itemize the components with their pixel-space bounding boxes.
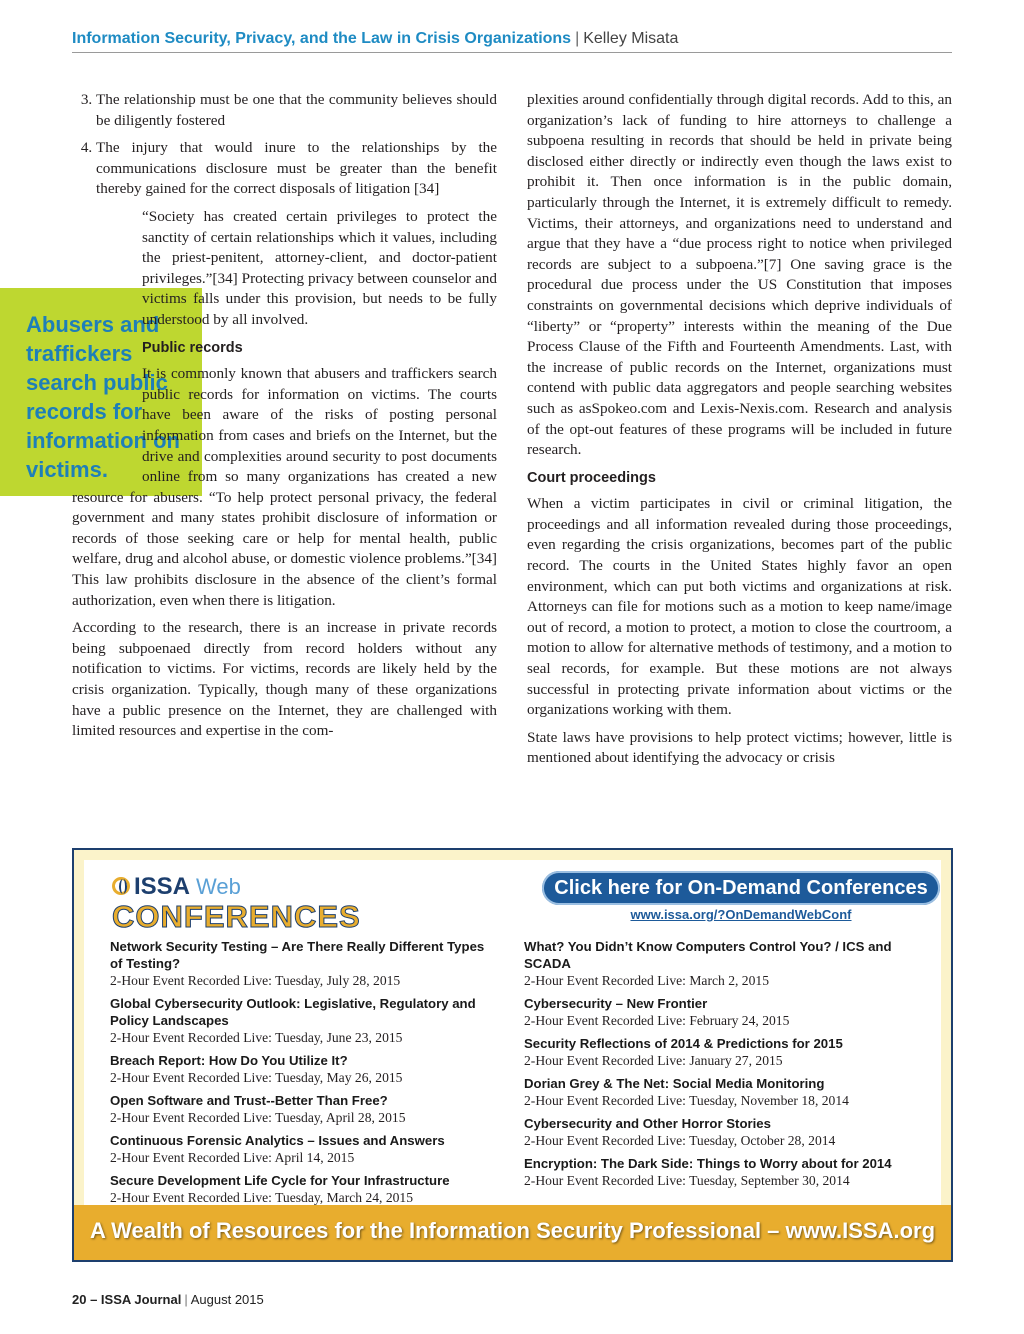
footer-date: August 2015 — [190, 1292, 264, 1307]
paragraph: plexities around confidentially through digital records. Add to this, an organization’s lack of funding to hire attorneys to challenge a subpoena resulting in records that should be held in private being disclosed either directly or indirectly even though the laws exist to prohibit it. Then once information is in the public domain, particularly through the Internet, it is extremely difficult to remedy. Victims, their attorneys, and organizations need to understand and argue that they have a “due process right to notice when privileged records are subject to a subpoena.”[7] One saving grace is the procedural due process under the US Constitution that imposes constraints on governmental decisions which deprive individuals of “liberty” or “property” interests within the meaning of the Due Process Clause of the Fifth and Fourteenth Amendments. Last, with the increase of public records on the Internet, organizations must contend with public data aggregators and people searching websites such as asSpokeo.com and Lexis-Nexis.com. Research and analysis of the opt-out features of these programs will be included in future research. — [527, 91, 952, 459]
globe-icon — [112, 877, 130, 895]
event-title: Continuous Forensic Analytics – Issues and Answers — [110, 1133, 445, 1148]
list-item: 4. The injury that would inure to the relationships by the communications disclosure must be greater than the benefit thereby gained for the correct disposals of litigation [34] — [96, 138, 497, 200]
events-right-column — [524, 938, 914, 1195]
ad-footer-text: A Wealth of Resources for the Information Security Professional – www.ISSA.org — [89, 1218, 936, 1243]
event-title: Secure Development Life Cycle for Your Infrastructure — [110, 1173, 450, 1188]
event-title: Open Software and Trust--Better Than Free? — [110, 1093, 388, 1108]
ad-footer-banner[interactable] — [74, 1205, 951, 1260]
page-footer — [72, 1292, 264, 1307]
event-date: 2-Hour Event Recorded Live: February 24, 2015 — [524, 1013, 790, 1028]
event-title: Network Security Testing – Are There Really Different Types of Testing? — [110, 939, 485, 971]
right-column — [527, 90, 952, 776]
event-date: 2-Hour Event Recorded Live: Tuesday, September 30, 2014 — [524, 1173, 850, 1188]
left-column — [72, 90, 497, 749]
event-item[interactable] — [110, 938, 500, 990]
footer-page-number: 20 – ISSA Journal — [72, 1292, 182, 1307]
event-date: 2-Hour Event Recorded Live: April 14, 2015 — [110, 1150, 355, 1165]
event-item[interactable] — [524, 1035, 914, 1070]
event-item[interactable] — [524, 1115, 914, 1150]
criteria-list — [72, 90, 497, 200]
paragraph: It is commonly known that abusers and traffickers search public records for information on victims. The courts have been aware of the risks of posting personal information from cases and briefs on the Internet, but the drive and complexities around security to post documents online from so many organizations has created a new resource for abusers. “To help protect personal privacy, the federal government and many states prohibit disclosure of information or records of those seeking care or help for mental health, public welfare, drug and alcohol abuse, or domestic violence problems.”[34] This law prohibits disclosure in the absence of the client’s formal authorization, even when there is litigation. — [72, 365, 497, 609]
logo-conferences: CONFERENCES — [112, 899, 361, 934]
event-date: 2-Hour Event Recorded Live: Tuesday, March 24, 2015 — [110, 1190, 414, 1205]
section-heading-court-proceedings: Court proceedings — [527, 469, 656, 486]
paragraph: According to the research, there is an increase in private records being subpoenaed directly from record holders without any notification to victims. For victims, records are likely held by the crisis organization. Typically, though many of these organizations have a public presence on the Internet, they are challenged with limited resources and expertise in the com- — [72, 619, 497, 740]
event-item[interactable] — [524, 995, 914, 1030]
event-date: 2-Hour Event Recorded Live: Tuesday, April 28, 2015 — [110, 1110, 406, 1125]
issa-logo — [112, 874, 361, 934]
on-demand-conferences-link[interactable]: www.issa.org/?OnDemandWebConf — [630, 907, 852, 922]
paragraph: State laws have provisions to help protect victims; however, little is mentioned about identifying the advocacy or crisis — [527, 728, 952, 767]
event-title: Cybersecurity – New Frontier — [524, 996, 708, 1011]
ad-content — [84, 860, 941, 1205]
event-item[interactable] — [110, 1052, 500, 1087]
footer-separator: | — [184, 1292, 188, 1307]
event-date: 2-Hour Event Recorded Live: January 27, 2015 — [524, 1053, 783, 1068]
list-item: 3. The relationship must be one that the community believes should be diligently fostered — [96, 90, 497, 131]
event-item[interactable] — [110, 1172, 500, 1207]
event-date: 2-Hour Event Recorded Live: Tuesday, July 28, 2015 — [110, 973, 401, 988]
event-item[interactable] — [110, 995, 500, 1047]
event-date: 2-Hour Event Recorded Live: Tuesday, May 26, 2015 — [110, 1070, 403, 1085]
event-title: What? You Didn’t Know Computers Control You? / ICS and SCADA — [524, 939, 892, 971]
event-title: Breach Report: How Do You Utilize It? — [110, 1053, 348, 1068]
logo-issa: ISSA — [134, 873, 191, 900]
event-title: Encryption: The Dark Side: Things to Worry about for 2014 — [524, 1156, 892, 1171]
event-title: Security Reflections of 2014 & Predictions for 2015 — [524, 1036, 843, 1051]
event-item[interactable] — [524, 1155, 914, 1190]
paragraph — [72, 207, 497, 331]
event-title: Cybersecurity and Other Horror Stories — [524, 1116, 771, 1131]
event-date: 2-Hour Event Recorded Live: Tuesday, June 23, 2015 — [110, 1030, 403, 1045]
on-demand-conferences-button[interactable]: Click here for On-Demand Conferences — [542, 871, 940, 905]
event-item[interactable] — [110, 1092, 500, 1127]
header-separator: | — [575, 30, 580, 47]
logo-web: Web — [196, 874, 241, 899]
event-date: 2-Hour Event Recorded Live: Tuesday, October 28, 2014 — [524, 1133, 836, 1148]
events-left-column — [110, 938, 500, 1212]
running-header — [72, 28, 952, 53]
section-heading-public-records: Public records — [142, 339, 243, 356]
paragraph-text: “Society has created certain privileges to protect the sanctity of certain relationships which it values, including the priest-penitent, attorney-client, and doctor-patient privileges.”[34] Protecting privacy between counselor and victims falls under this provision, but needs to be fully understood by all involved. — [142, 207, 497, 328]
event-item[interactable] — [524, 1075, 914, 1110]
header-author: Kelley Misata — [583, 30, 679, 47]
event-title: Dorian Grey & The Net: Social Media Monitoring — [524, 1076, 825, 1091]
event-title: Global Cybersecurity Outlook: Legislative, Regulatory and Policy Landscapes — [110, 996, 476, 1028]
event-item[interactable] — [524, 938, 914, 990]
event-item[interactable] — [110, 1132, 500, 1167]
issa-web-conferences-ad[interactable] — [72, 848, 953, 1262]
paragraph: When a victim participates in civil or criminal litigation, the proceedings and all information revealed during those proceedings, even regarding the crisis organizations, becomes part of the public record. The courts in the United States highly favor an open environment, which can put both victims and organizations at risk. Attorneys can file for motions such as a motion to keep name/image out of record, a motion to protect, a motion to close the courtroom, a motion to allow for alternative methods of testimony, and a motion to seal records, for example. But these motions are not always successful in protecting private information about victims or the organizations working with them. — [527, 495, 952, 719]
event-date: 2-Hour Event Recorded Live: Tuesday, November 18, 2014 — [524, 1093, 849, 1108]
pull-quote-text: Abusers and traffickers search public records for information on victims. — [26, 312, 180, 482]
pull-quote-gap — [0, 248, 142, 478]
event-date: 2-Hour Event Recorded Live: March 2, 2015 — [524, 973, 769, 988]
header-title: Information Security, Privacy, and the Law in Crisis Organizations — [72, 30, 572, 47]
